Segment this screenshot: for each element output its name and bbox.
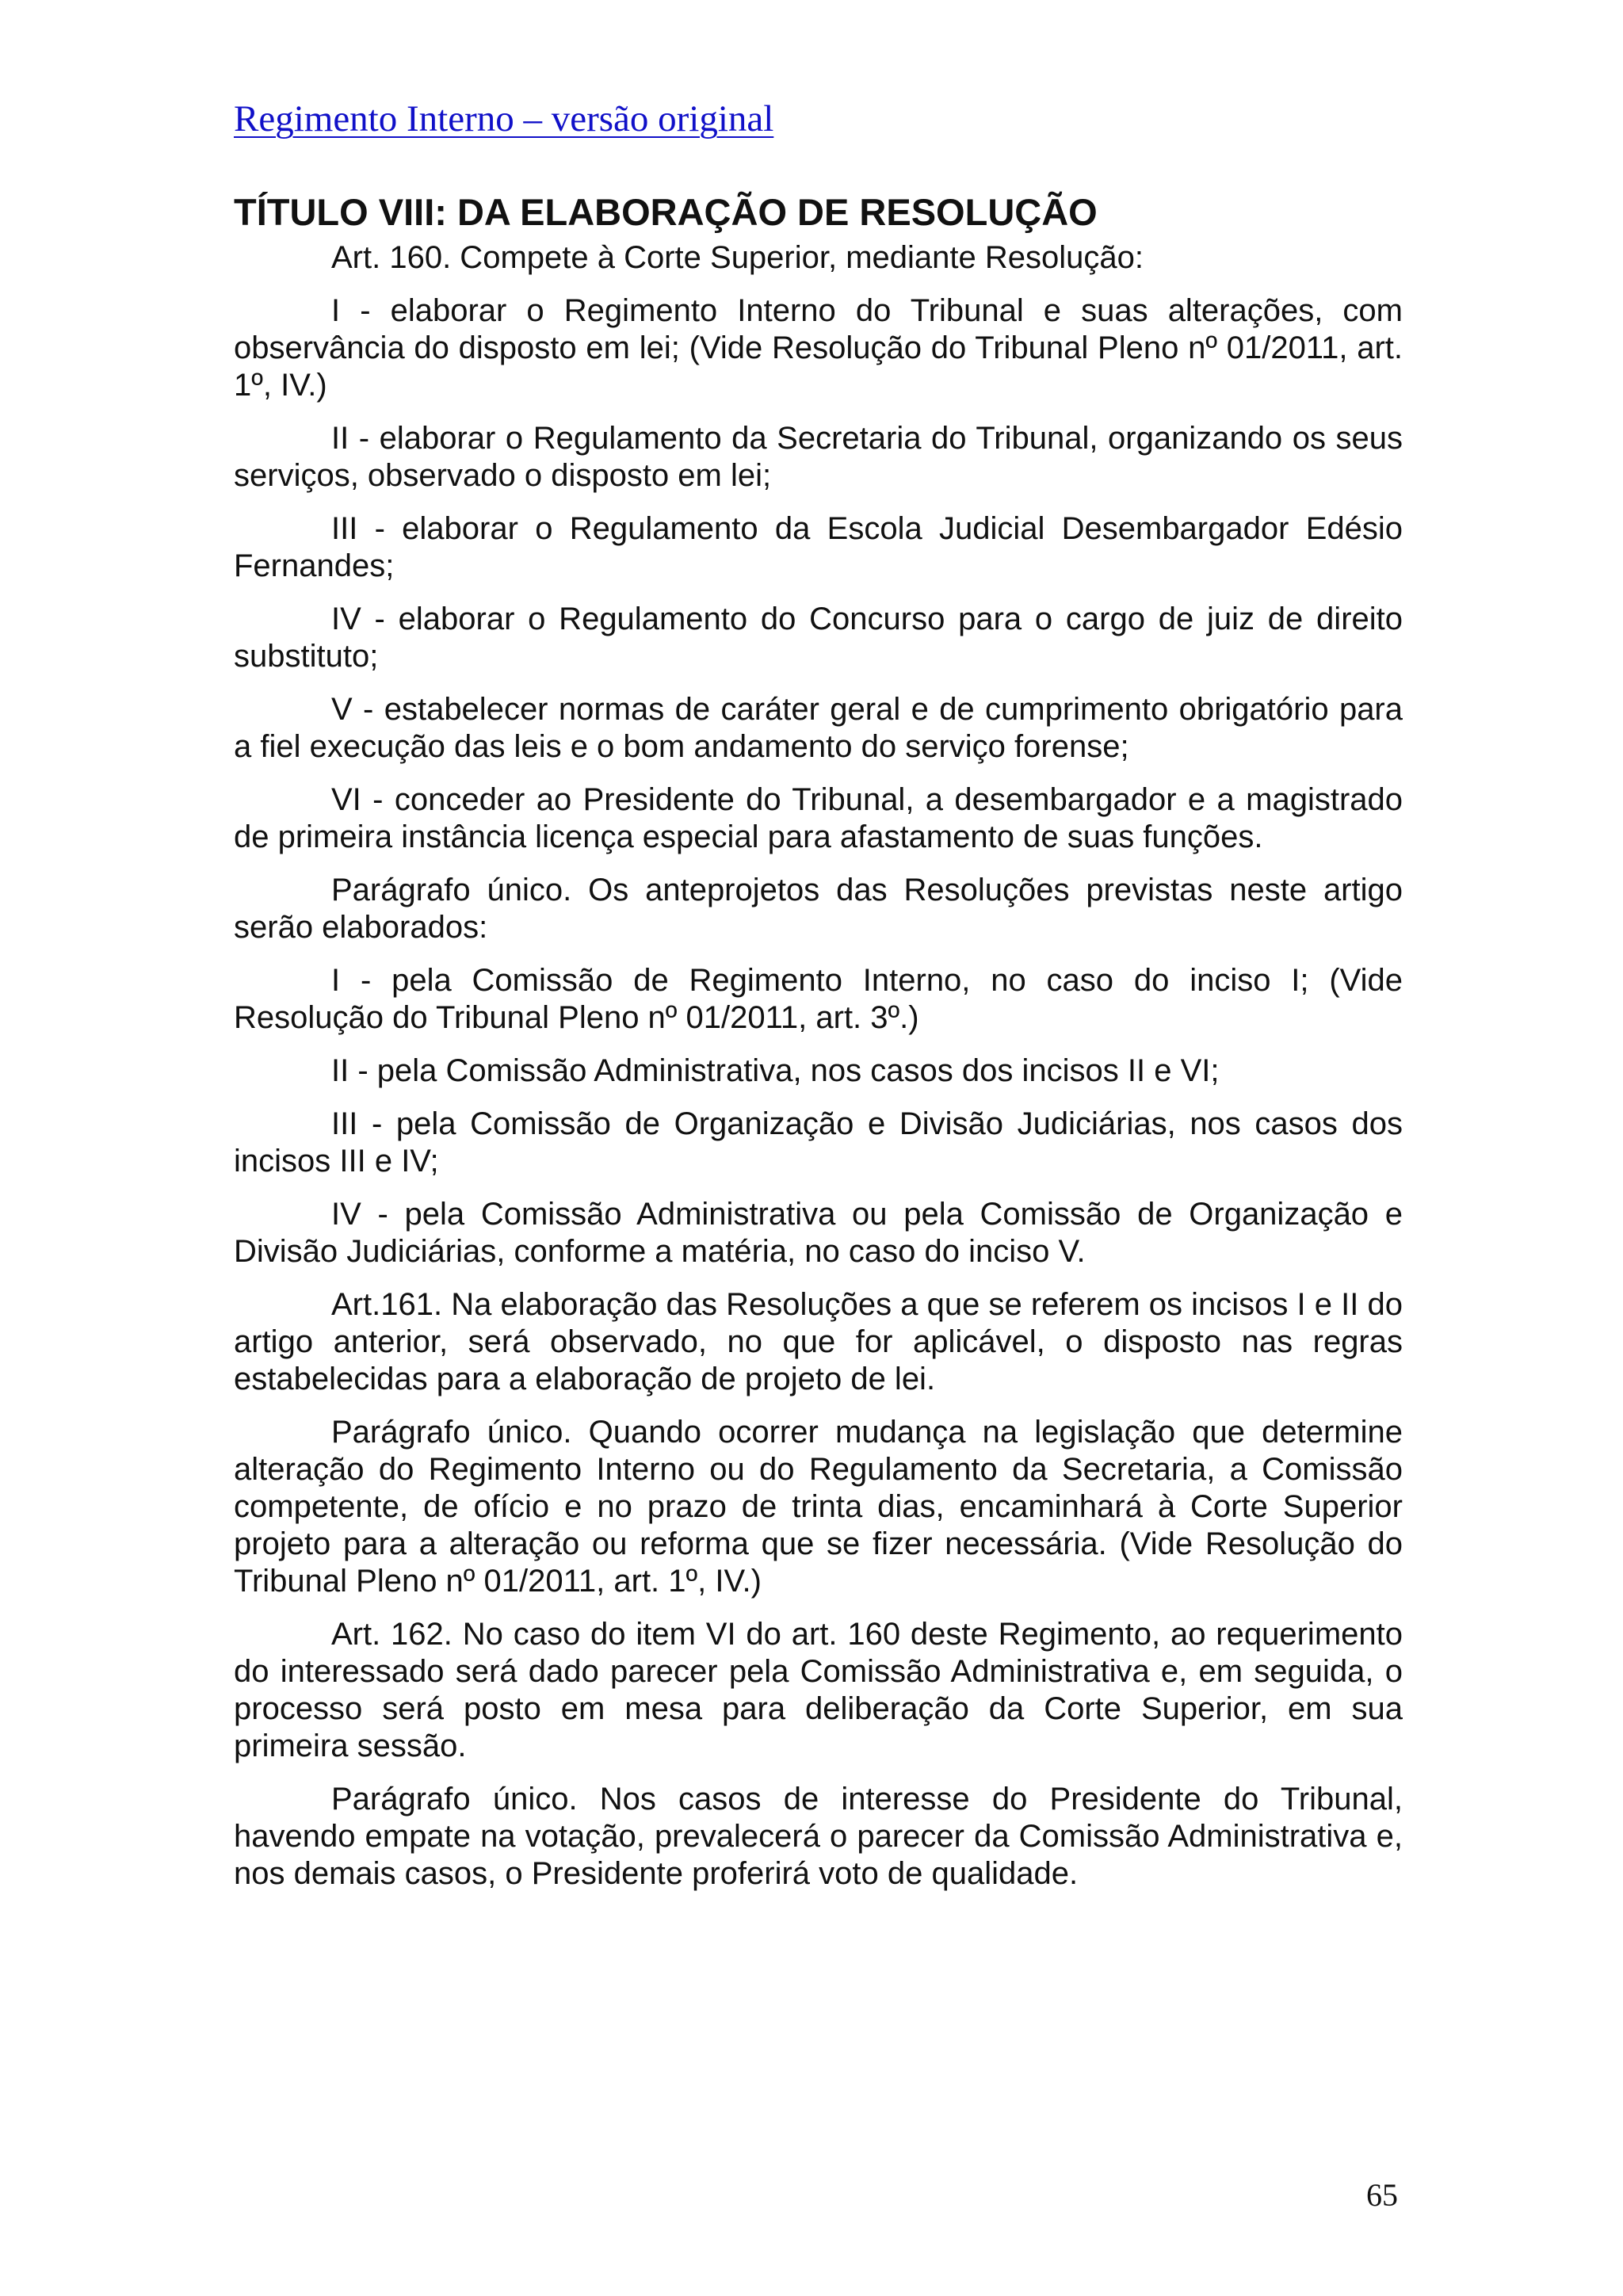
paragraph-anteprojeto-iii: III - pela Comissão de Organização e Divisão Judiciárias, nos casos dos incisos III e IV; xyxy=(234,1106,1403,1179)
paragraph-inciso-vi: VI - conceder ao Presidente do Tribunal, a desembargador e a magistrado de primeira instância licença especial para afastamento de suas funções. xyxy=(234,782,1403,854)
paragraph-anteprojeto-ii: II - pela Comissão Administrativa, nos casos dos incisos II e VI; xyxy=(331,1053,1220,1088)
paragraph-inciso-iii: III - elaborar o Regulamento da Escola Judicial Desembargador Edésio Fernandes; xyxy=(234,511,1403,583)
paragraph-inciso-v: V - estabelecer normas de caráter geral e de cumprimento obrigatório para a fiel execução das leis e o bom andamento do serviço forense; xyxy=(234,692,1403,764)
paragraph-inciso-i: I - elaborar o Regimento Interno do Tribunal e suas alterações, com observância do disposto em lei; (Vide Resolução do Tribunal Pleno nº 01/2011, art. 1º, IV.) xyxy=(234,293,1403,403)
paragraph-art-161: Art.161. Na elaboração das Resoluções a que se referem os incisos I e II do artigo anterior, será observado, no que for aplicável, o disposto nas regras estabelecidas para a elaboração de projeto de lei. xyxy=(234,1287,1403,1396)
paragraph-inciso-iv: IV - elaborar o Regulamento do Concurso para o cargo de juiz de direito substituto; xyxy=(234,602,1403,674)
paragraph-paragrafo-unico-160: Parágrafo único. Os anteprojetos das Resoluções previstas neste artigo serão elaborados: xyxy=(234,873,1403,945)
document-body xyxy=(234,190,1403,1908)
paragraph-paragrafo-unico-161: Parágrafo único. Quando ocorrer mudança na legislação que determine alteração do Regimento Interno ou do Regulamento da Secretaria, a Comissão competente, de ofício e no prazo de trinta dias, encaminhará à Corte Superior projeto para a alteração ou reforma que se fizer necessária. (Vide Resolução do Tribunal Pleno nº 01/2011, art. 1º, IV.) xyxy=(234,1415,1403,1599)
paragraph-anteprojeto-i: I - pela Comissão de Regimento Interno, no caso do inciso I; (Vide Resolução do Tribunal Pleno nº 01/2011, art. 3º.) xyxy=(234,963,1403,1035)
paragraph-anteprojeto-iv: IV - pela Comissão Administrativa ou pela Comissão de Organização e Divisão Judiciárias, conforme a matéria, no caso do inciso V. xyxy=(234,1197,1403,1269)
paragraph-art-162: Art. 162. No caso do item VI do art. 160 deste Regimento, ao requerimento do interessado será dado parecer pela Comissão Administrativa e, em seguida, o processo será posto em mesa para deliberação da Corte Superior, em sua primeira sessão. xyxy=(234,1617,1403,1763)
section-title: TÍTULO VIII: DA ELABORAÇÃO DE RESOLUÇÃO xyxy=(234,191,1098,233)
paragraph-inciso-ii: II - elaborar o Regulamento da Secretaria do Tribunal, organizando os seus serviços, observado o disposto em lei; xyxy=(234,421,1403,493)
page-number: 65 xyxy=(1366,2177,1398,2213)
header-link-regimento-interno[interactable]: Regimento Interno – versão original xyxy=(234,98,774,139)
paragraph-paragrafo-unico-162: Parágrafo único. Nos casos de interesse do Presidente do Tribunal, havendo empate na votação, prevalecerá o parecer da Comissão Administrativa e, nos demais casos, o Presidente proferirá voto de qualidade. xyxy=(234,1782,1403,1891)
paragraph-art-160: Art. 160. Compete à Corte Superior, mediante Resolução: xyxy=(331,240,1144,275)
